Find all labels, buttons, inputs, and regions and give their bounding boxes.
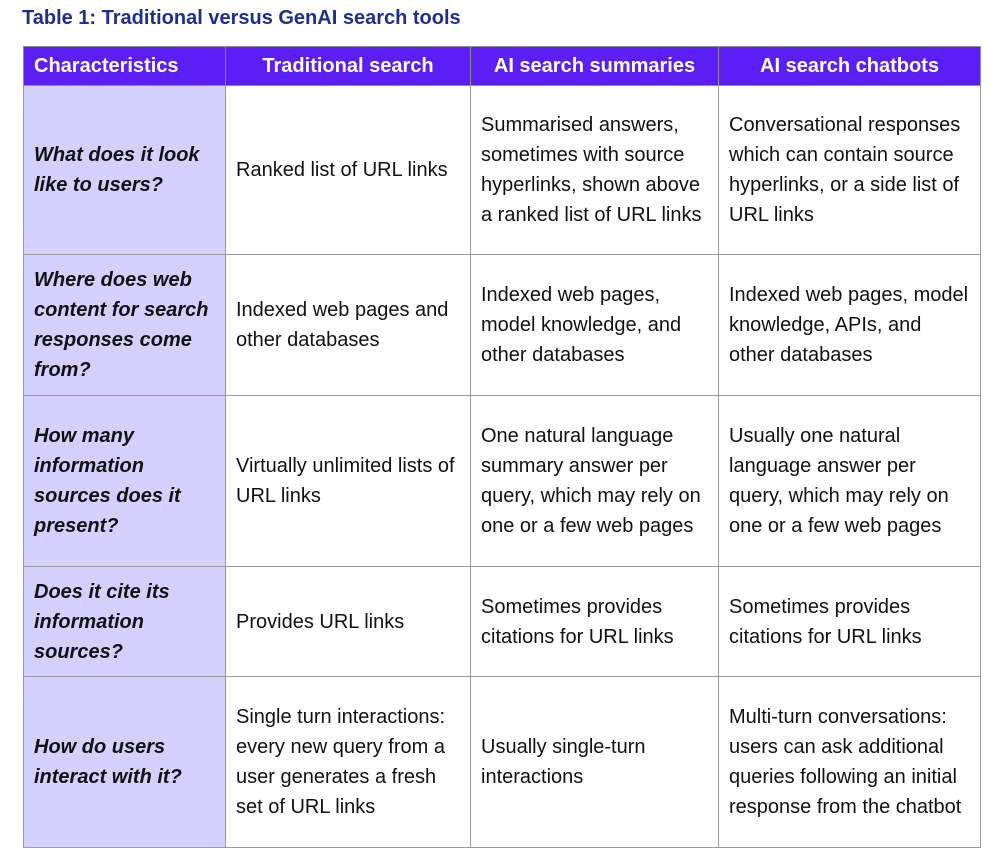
characteristic-cell: What does it look like to users?	[24, 86, 226, 255]
summaries-cell: Sometimes provides citations for URL links	[471, 567, 719, 677]
traditional-cell: Virtually unlimited lists of URL links	[226, 396, 471, 567]
chatbots-cell: Usually one natural language answer per query, which may rely on one or a few web pages	[719, 396, 981, 567]
header-characteristics: Characteristics	[24, 47, 226, 86]
summaries-cell: Indexed web pages, model knowledge, and other databases	[471, 255, 719, 396]
characteristic-cell: How do users interact with it?	[24, 677, 226, 848]
summaries-cell: One natural language summary answer per query, which may rely on one or a few web pages	[471, 396, 719, 567]
table-row	[24, 86, 981, 255]
table-row	[24, 255, 981, 396]
table-row	[24, 677, 981, 848]
characteristic-cell: How many information sources does it present?	[24, 396, 226, 567]
header-ai-search-chatbots: AI search chatbots	[719, 47, 981, 86]
header-ai-search-summaries: AI search summaries	[471, 47, 719, 86]
chatbots-cell: Multi-turn conversations: users can ask additional queries following an initial response from the chatbot	[719, 677, 981, 848]
table-header-row	[24, 47, 981, 86]
summaries-cell: Usually single-turn interactions	[471, 677, 719, 848]
table-row	[24, 396, 981, 567]
chatbots-cell: Conversational responses which can contain source hyperlinks, or a side list of URL links	[719, 86, 981, 255]
chatbots-cell: Sometimes provides citations for URL links	[719, 567, 981, 677]
traditional-cell: Indexed web pages and other databases	[226, 255, 471, 396]
traditional-cell: Ranked list of URL links	[226, 86, 471, 255]
comparison-table	[23, 46, 981, 848]
table-caption: Table 1: Traditional versus GenAI search tools	[22, 7, 461, 29]
characteristic-cell: Does it cite its information sources?	[24, 567, 226, 677]
summaries-cell: Summarised answers, sometimes with source hyperlinks, shown above a ranked list of URL links	[471, 86, 719, 255]
table-row	[24, 567, 981, 677]
chatbots-cell: Indexed web pages, model knowledge, APIs, and other databases	[719, 255, 981, 396]
characteristic-cell: Where does web content for search responses come from?	[24, 255, 226, 396]
traditional-cell: Single turn interactions: every new query from a user generates a fresh set of URL links	[226, 677, 471, 848]
traditional-cell: Provides URL links	[226, 567, 471, 677]
header-traditional-search: Traditional search	[226, 47, 471, 86]
